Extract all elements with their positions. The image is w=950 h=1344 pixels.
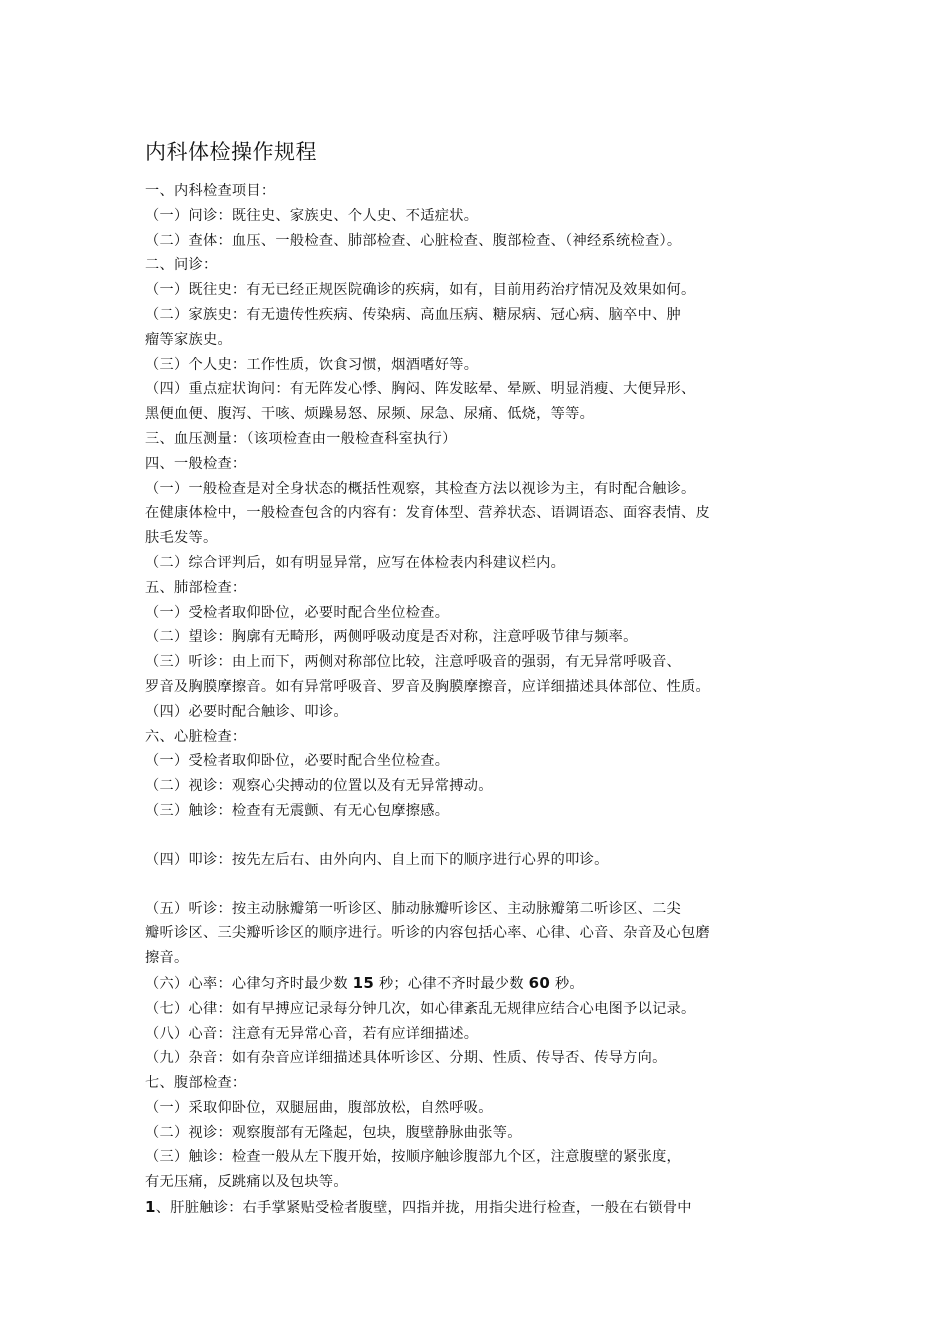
text-line: （三）听诊：由上而下，两侧对称部位比较，注意呼吸音的强弱，有无异常呼吸音、 [145, 654, 682, 671]
text-line: 六、心脏检查： [145, 728, 247, 745]
heart-rate-seconds-irregular: 60 [528, 973, 551, 992]
text-line: 在健康体检中，一般检查包含的内容有：发育体型、营养状态、语调语态、面容表情、皮 [145, 505, 711, 522]
text-line: （一）采取仰卧位，双腿屈曲，腹部放松，自然呼吸。 [145, 1099, 493, 1116]
text-line: 二、问诊： [145, 257, 218, 274]
text-line: （一）受检者取仰卧位，必要时配合坐位检查。 [145, 604, 450, 621]
text-line: （三）个人史：工作性质，饮食习惯，烟酒嗜好等。 [145, 356, 479, 373]
document-page [145, 138, 810, 1221]
paragraph-gap [145, 873, 810, 897]
text-line: （四）必要时配合触诊、叩诊。 [145, 703, 348, 720]
text-line: （三）触诊：检查有无震颤、有无心包摩擦感。 [145, 802, 450, 819]
text-line: （一）受检者取仰卧位，必要时配合坐位检查。 [145, 753, 450, 770]
text-line: 四、一般检查： [145, 455, 247, 472]
text-line: （二）家族史：有无遗传性疾病、传染病、高血压病、糖尿病、冠心病、脑卒中、肿 [145, 306, 682, 323]
text-line: （七）心律：如有早搏应记录每分钟几次，如心律紊乱无规律应结合心电图予以记录。 [145, 1000, 696, 1017]
text-line: 五、肺部检查： [145, 579, 247, 596]
text-line: 肤毛发等。 [145, 530, 218, 547]
text-line: 黑便血便、腹泻、干咳、烦躁易怒、尿频、尿急、尿痛、低烧，等等。 [145, 406, 595, 423]
text-line: （二）视诊：观察心尖搏动的位置以及有无异常搏动。 [145, 778, 493, 795]
text-line: 七、腹部检查： [145, 1075, 247, 1092]
text-line: （三）触诊：检查一般从左下腹开始，按顺序触诊腹部九个区，注意腹壁的紧张度， [145, 1149, 682, 1166]
heart-rate-mid: 秒；心律不齐时最少数 [378, 975, 524, 992]
text-line: 一、内科检查项目： [145, 183, 276, 199]
text-line: （二）望诊：胸廓有无畸形，两侧呼吸动度是否对称，注意呼吸节律与频率。 [145, 629, 638, 646]
text-line: （二）视诊：观察腹部有无隆起，包块，腹壁静脉曲张等。 [145, 1124, 522, 1141]
heart-rate-prefix: （六）心率：心律匀齐时最少数 [145, 975, 348, 992]
text-line: （一）问诊：既往史、家族史、个人史、不适症状。 [145, 207, 479, 224]
text-line: （二）综合评判后，如有明显异常，应写在体检表内科建议栏内。 [145, 554, 566, 571]
text-line: （九）杂音：如有杂音应详细描述具体听诊区、分期、性质、传导否、传导方向。 [145, 1050, 667, 1067]
liver-palpation-text: 、肝脏触诊：右手掌紧贴受检者腹壁，四指并拢，用指尖进行检查，一般在右锁骨中 [155, 1200, 692, 1217]
text-line: 瘤等家族史。 [145, 331, 232, 348]
document-title: 内科体检操作规程 [145, 140, 317, 164]
liver-palpation-line [145, 1195, 810, 1221]
text-line: 瓣听诊区、三尖瓣听诊区的顺序进行。听诊的内容包括心率、心律、心音、杂音及心包磨 [145, 925, 711, 942]
text-line: （四）叩诊：按先左后右、由外向内、自上而下的顺序进行心界的叩诊。 [145, 851, 609, 868]
heart-rate-line [145, 971, 810, 997]
text-line: （八）心音：注意有无异常心音，若有应详细描述。 [145, 1025, 479, 1042]
text-line: 三、血压测量：（该项检查由一般检查科室执行） [145, 430, 457, 447]
heart-rate-suffix: 秒。 [554, 975, 584, 992]
paragraph-gap [145, 824, 810, 848]
text-line: 擦音。 [145, 950, 189, 967]
heart-rate-seconds-regular: 15 [352, 973, 375, 992]
text-line: （二）查体：血压、一般检查、肺部检查、心脏检查、腹部检查、（神经系统检查）。 [145, 232, 682, 249]
item-number: 1 [145, 1198, 156, 1217]
document-body [145, 179, 810, 1221]
text-line: （四）重点症状询问：有无阵发心悸、胸闷、阵发眩晕、晕厥、明显消瘦、大便异形、 [145, 381, 696, 398]
text-line: （一）既往史：有无已经正规医院确诊的疾病，如有，目前用药治疗情况及效果如何。 [145, 282, 696, 299]
text-line: （一）一般检查是对全身状态的概括性观察，其检查方法以视诊为主，有时配合触诊。 [145, 480, 696, 497]
text-line: （五）听诊：按主动脉瓣第一听诊区、肺动脉瓣听诊区、主动脉瓣第二听诊区、二尖 [145, 900, 682, 917]
text-line: 有无压痛，反跳痛以及包块等。 [145, 1174, 348, 1191]
text-line: 罗音及胸膜摩擦音。如有异常呼吸音、罗音及胸膜摩擦音，应详细描述具体部位、性质。 [145, 678, 711, 695]
